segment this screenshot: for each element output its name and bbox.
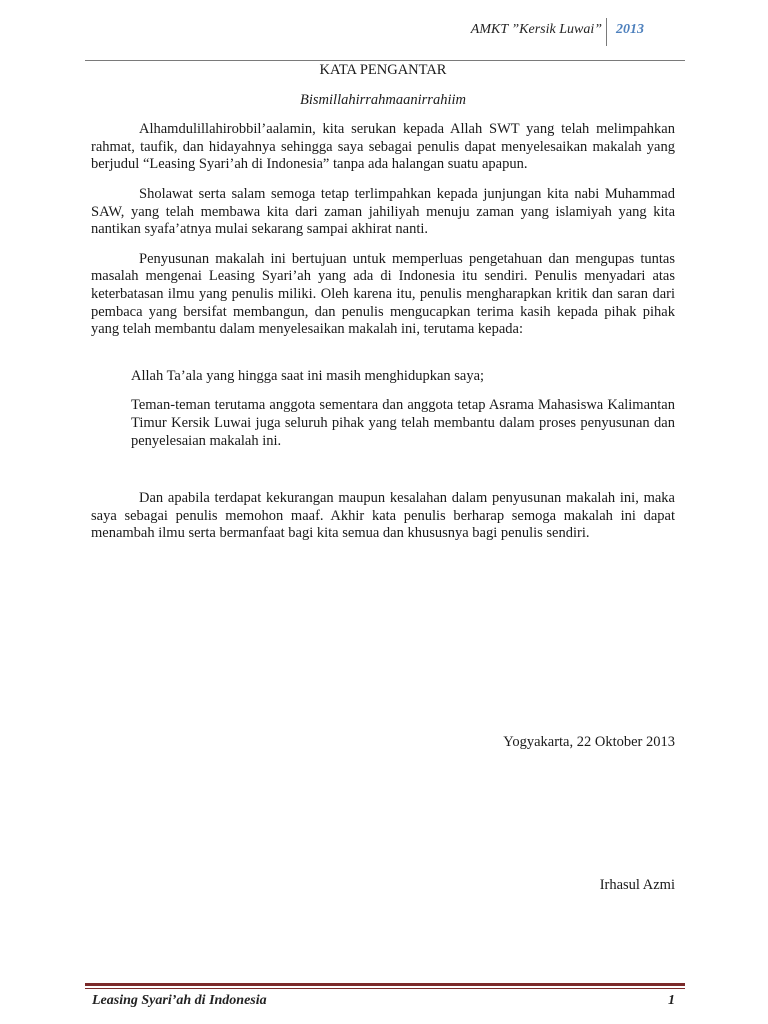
paragraph-sholawat: Sholawat serta salam semoga tetap terlimpahkan kepada junjungan kita nabi Muhammad SAW, yang telah membawa kita dari zaman jahiliyah menuju zaman yang islamiyah yang kita nantikan syafa’atnya mulai sekarang sampai akhirat nanti.	[91, 185, 675, 238]
header-divider	[606, 18, 607, 46]
page-number: 1	[668, 993, 675, 1008]
footer-rule-thick	[85, 983, 685, 986]
paragraph-purpose: Penyusunan makalah ini bertujuan untuk memperluas pengetahuan dan mengupas tuntas masalah mengenai Leasing Syari’ah yang ada di Indonesia itu sendiri. Penulis menyadari atas keterbatasan ilmu yang penulis miliki. Oleh karena itu, penulis mengharapkan kritik dan saran dari pembaca yang bersifat membangun, dan penulis mengucapkan terima kasih kepada pihak pihak yang telah membantu dalam menyelesaikan makalah ini, terutama kepada:	[91, 250, 675, 338]
bismillah-line: Bismillahirrahmaanirrahiim	[300, 91, 466, 108]
header-year: 2013	[616, 22, 644, 37]
page-header	[0, 18, 768, 48]
footer-rule-thin	[85, 988, 685, 989]
document-title: KATA PENGANTAR	[319, 62, 447, 78]
author-name: Irhasul Azmi	[599, 877, 675, 893]
header-title: AMKT ”Kersik Luwai”	[470, 22, 602, 37]
paragraph-closing: Dan apabila terdapat kekurangan maupun kesalahan dalam penyusunan makalah ini, maka saya sebagai penulis memohon maaf. Akhir kata penulis berharap semoga makalah ini dapat menambah ilmu serta bermanfaat bagi kita semua dan khususnya bagi penulis sendiri.	[91, 490, 675, 542]
paragraph-opening: Alhamdulillahirobbil’aalamin, kita serukan kepada Allah SWT yang telah melimpahkan rahmat, taufik, dan hidayahnya sehingga saya sebagai penulis dapat menyelesaikan makalah yang berjudul “Leasing Syari’ah di Indonesia” tanpa ada halangan suatu apapun.	[91, 121, 675, 173]
document-body	[91, 62, 675, 543]
thanks-item-friends: Teman-teman terutama anggota sementara dan anggota tetap Asrama Mahasiswa Kalimantan Timur Kersik Luwai juga seluruh pihak yang telah membantu dalam proses penyusunan dan penyelesaian makalah ini.	[131, 397, 675, 449]
thanks-item-allah: Allah Ta’ala yang hingga saat ini masih menghidupkan saya;	[131, 367, 485, 384]
place-date: Yogyakarta, 22 Oktober 2013	[503, 734, 675, 750]
footer-title: Leasing Syari’ah di Indonesia	[92, 993, 267, 1008]
header-rule	[85, 60, 685, 61]
